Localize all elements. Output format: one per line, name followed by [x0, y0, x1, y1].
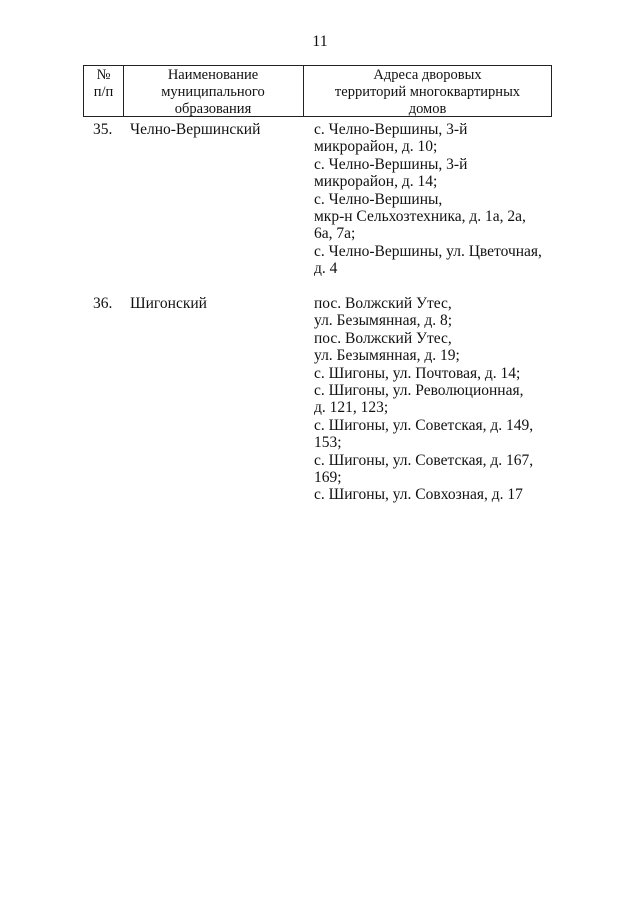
header-text: территорий многоквартирных [334, 84, 521, 100]
header-number-column [84, 66, 124, 116]
municipality-name: Шигонский [130, 295, 207, 312]
address-line: мкр-н Сельхозтехника, д. 1а, 2а, [314, 208, 526, 226]
header-text: Адреса дворовых [373, 67, 482, 83]
address-line: пос. Волжский Утес, [314, 329, 452, 347]
municipality-name: Челно-Вершинский [130, 121, 261, 138]
header-text: Наименование [167, 67, 259, 83]
page-number: 11 [312, 33, 328, 50]
address-line: с. Челно-Вершины, 3-й [314, 155, 468, 173]
address-list [314, 121, 564, 278]
table-header [83, 65, 552, 117]
address-line: ул. Безымянная, д. 8; [314, 312, 453, 330]
address-line: с. Челно-Вершины, 3-й [314, 121, 468, 138]
header-address-column [304, 66, 551, 116]
address-line: микрорайон, д. 10; [314, 138, 438, 156]
row-number: 35. [93, 121, 113, 138]
address-list [314, 295, 564, 504]
header-text: п/п [93, 84, 114, 100]
header-text: образования [174, 101, 252, 117]
address-line: ул. Безымянная, д. 19; [314, 347, 460, 365]
address-line: д. 4 [314, 260, 338, 278]
address-line: с. Шигоны, ул. Советская, д. 149, [314, 416, 534, 434]
address-line: микрорайон, д. 14; [314, 173, 438, 191]
header-text: домов [408, 101, 447, 117]
header-text: муниципального [161, 84, 265, 100]
address-line: 6а, 7а; [314, 225, 356, 243]
address-line: с. Шигоны, ул. Совхозная, д. 17 [314, 486, 523, 504]
address-line: с. Челно-Вершины, ул. Цветочная, [314, 242, 542, 260]
address-line: 153; [314, 434, 342, 452]
header-name-column [123, 66, 304, 116]
address-line: с. Шигоны, ул. Почтовая, д. 14; [314, 364, 521, 382]
row-number: 36. [93, 295, 113, 312]
address-line: с. Челно-Вершины, [314, 190, 443, 208]
address-line: с. Шигоны, ул. Революционная, [314, 382, 524, 400]
address-line: пос. Волжский Утес, [314, 295, 452, 312]
address-line: д. 121, 123; [314, 399, 389, 417]
address-line: 169; [314, 469, 342, 487]
address-line: с. Шигоны, ул. Советская, д. 167, [314, 451, 534, 469]
header-text: № [96, 67, 111, 83]
